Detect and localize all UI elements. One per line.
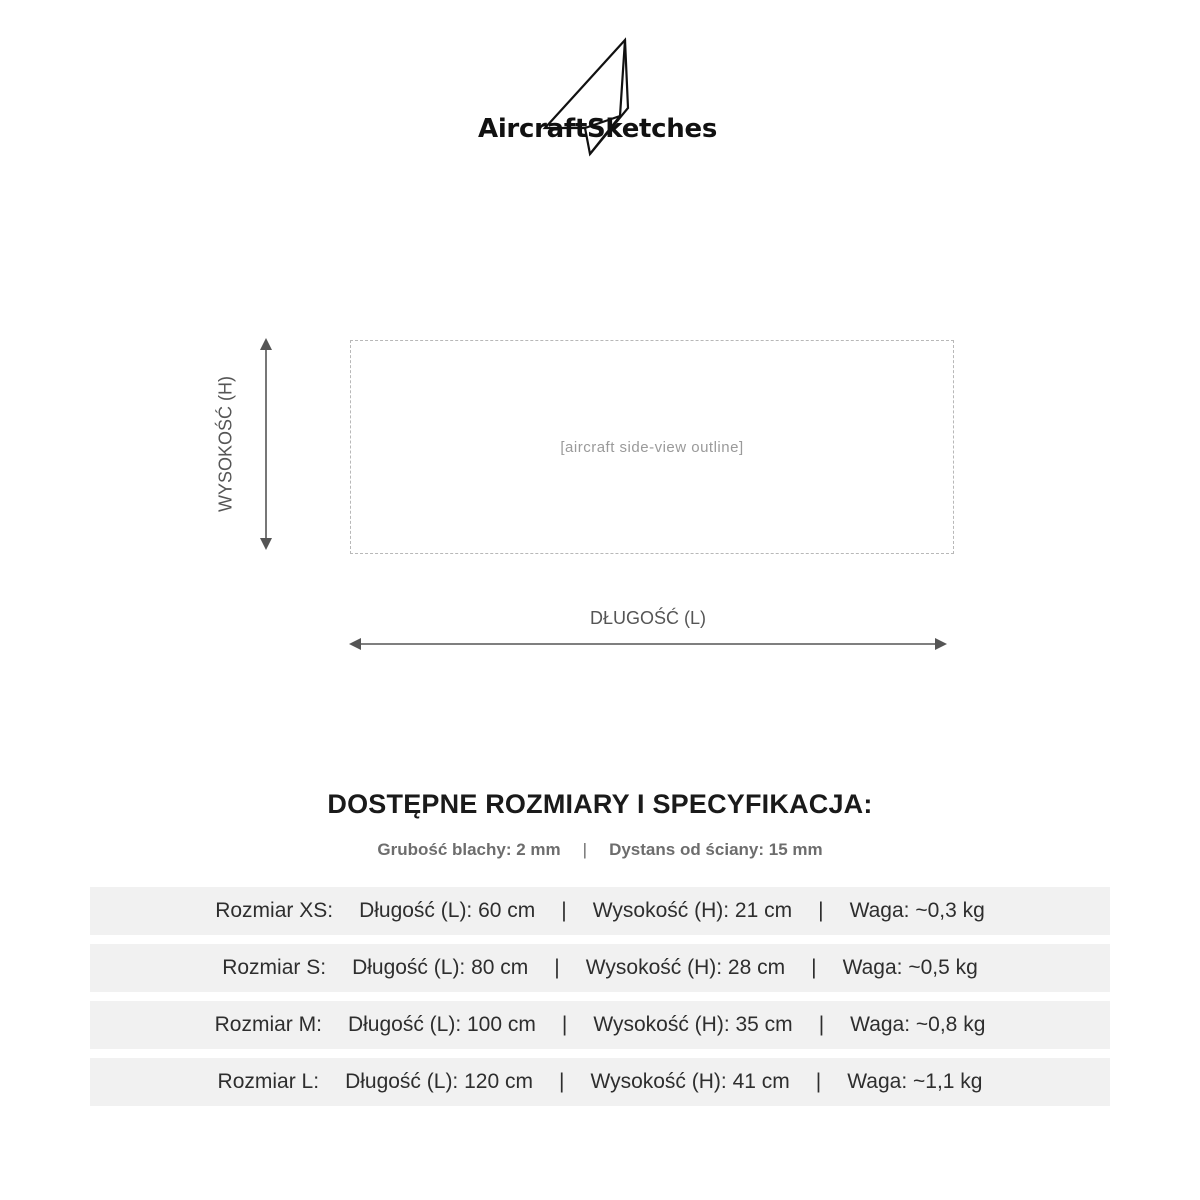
- size-weight: Waga: ~0,5 kg: [842, 956, 978, 979]
- specs-separator: |: [582, 840, 588, 859]
- row-separator: |: [815, 1070, 822, 1093]
- size-length: Długość (L): 100 cm: [347, 1013, 536, 1036]
- material-specs: [0, 840, 1200, 860]
- section-title: DOSTĘPNE ROZMIARY I SPECYFIKACJA:: [327, 789, 873, 819]
- size-row-m: [90, 1001, 1110, 1049]
- brand-logo: [470, 36, 730, 158]
- size-weight: Waga: ~1,1 kg: [847, 1070, 983, 1093]
- size-weight: Waga: ~0,3 kg: [849, 899, 985, 922]
- size-name: Rozmiar S:: [222, 956, 327, 979]
- size-height: Wysokość (H): 41 cm: [590, 1070, 790, 1093]
- row-separator: |: [818, 899, 824, 922]
- row-separator: |: [561, 1013, 568, 1036]
- row-separator: |: [818, 1013, 825, 1036]
- size-height: Wysokość (H): 35 cm: [593, 1013, 793, 1036]
- sheet-thickness: Grubość blachy: 2 mm: [377, 840, 561, 859]
- size-height: Wysokość (H): 21 cm: [592, 899, 793, 922]
- size-weight: Waga: ~0,8 kg: [850, 1013, 986, 1036]
- row-separator: |: [558, 1070, 565, 1093]
- row-separator: |: [554, 956, 560, 979]
- placeholder-caption: [aircraft side-view outline]: [560, 438, 744, 456]
- size-length: Długość (L): 80 cm: [352, 956, 529, 979]
- sizes-table: [90, 887, 1110, 1115]
- size-row-s: [90, 944, 1110, 992]
- height-label: WYSOKOŚĆ (H): [215, 375, 236, 513]
- aircraft-drawing-placeholder: [350, 340, 954, 554]
- size-name: Rozmiar L:: [217, 1070, 320, 1093]
- size-row-xs: [90, 887, 1110, 935]
- length-label: DŁUGOŚĆ (L): [589, 608, 707, 628]
- size-name: Rozmiar XS:: [215, 899, 334, 922]
- length-dimension-arrow: [346, 632, 950, 656]
- size-length: Długość (L): 120 cm: [345, 1070, 533, 1093]
- size-name: Rozmiar M:: [214, 1013, 322, 1036]
- row-separator: |: [561, 899, 567, 922]
- size-row-l: [90, 1058, 1110, 1106]
- row-separator: |: [811, 956, 817, 979]
- wall-distance: Dystans od ściany: 15 mm: [609, 840, 823, 859]
- brand-name: AircraftSketches: [478, 114, 717, 144]
- size-height: Wysokość (H): 28 cm: [585, 956, 786, 979]
- size-length: Długość (L): 60 cm: [359, 899, 536, 922]
